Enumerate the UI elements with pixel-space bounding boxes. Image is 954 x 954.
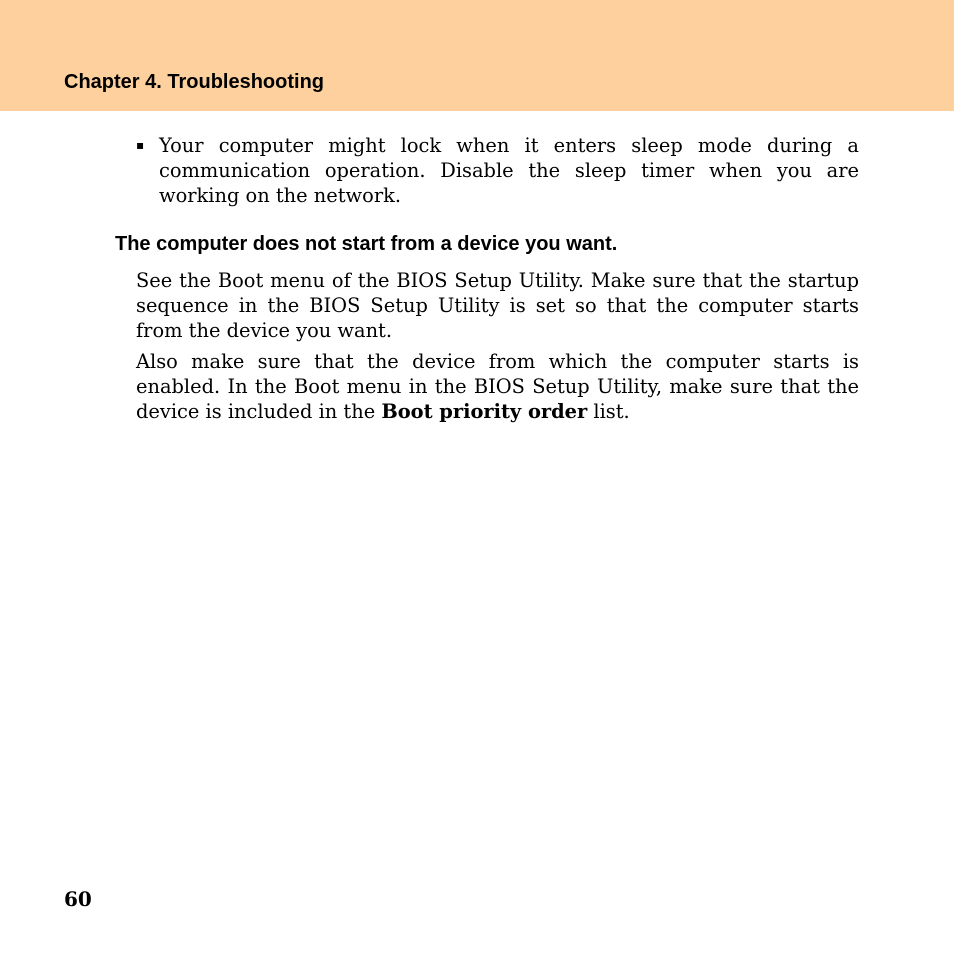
chapter-title: Chapter 4. Troubleshooting — [64, 71, 325, 93]
boot-priority-order-term: Boot priority order — [381, 400, 588, 423]
bullet-list-item — [136, 133, 859, 208]
body-paragraph-boot-menu: See the Boot menu of the BIOS Setup Utility. Make sure that the startup sequence in the BIOS Setup Utility is set so that the computer starts from the device you want. — [136, 269, 859, 342]
body-paragraph-device-enabled — [136, 349, 859, 424]
page-number: 60 — [64, 887, 92, 911]
square-bullet-icon: ▪ — [136, 138, 145, 152]
paragraph-text-end: list. — [587, 400, 630, 423]
chapter-header-band — [0, 0, 954, 111]
section-heading: The computer does not start from a device you want. — [115, 233, 618, 255]
bullet-text: Your computer might lock when it enters sleep mode during a communication operation. Disable the sleep timer when you are working on the network. — [159, 134, 859, 207]
paragraph-text-start: Also make sure that the device from which the computer starts is enabled. In the Boot menu in the BIOS Setup Utility, make sure that the device is included in the — [136, 350, 859, 423]
